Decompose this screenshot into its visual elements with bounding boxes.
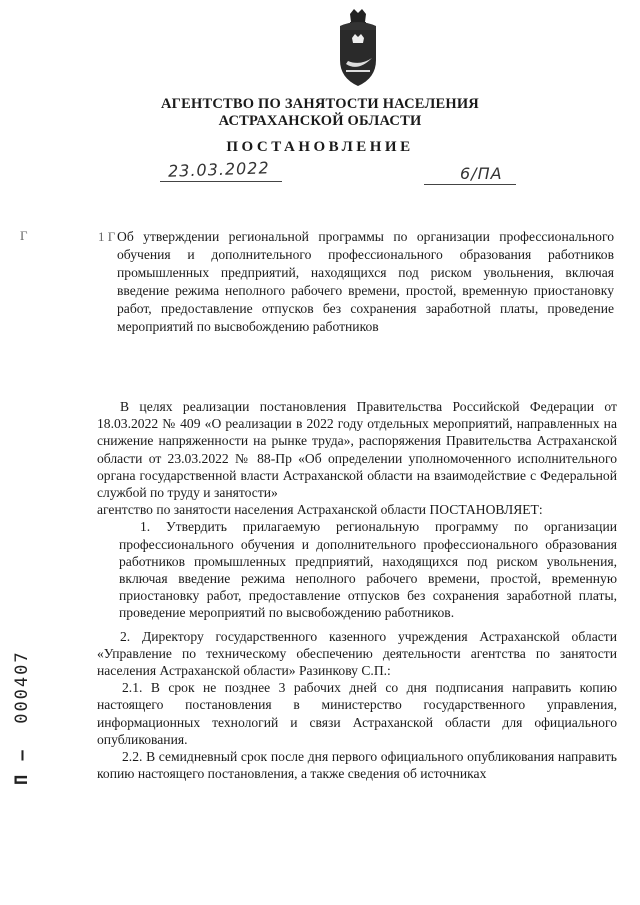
preamble-paragraph: В целях реализации постановления Правительства Российской Федерации от 18.03.2022 № 409 «О реализации в 2022 году отдельных мероприятий, направленных на снижение напряженности на рынке труда», распоряжения Правительства Астраханской области от 23.03.2022 № 88-Пр «Об определении уполномоченного исполнительного органа государственной власти Астраханской области на взаимодействие с Федеральной службой по труду и занятости» [97,399,617,501]
item-2: 2. Директору государственного казенного учреждения Астраханской области «Управление по техническому обеспечению деятельности агентства по занятости населения Астраханской области» Разинкову С.П.: [97,628,617,679]
agency-name-line1: АГЕНТСТВО ПО ЗАНЯТОСТИ НАСЕЛЕНИЯ [161,96,479,112]
coat-of-arms-icon [332,8,384,92]
resolution-line: агентство по занятости населения Астраханской области ПОСТАНОВЛЯЕТ: [97,502,543,518]
document-subject: Об утверждении региональной программы по организации профессионального обучения и дополнительного профессионального образования работников промышленных предприятий, находящихся под риском увольнения, включая введение режима неполного рабочего времени, простой, временную приостановку работ, предоставление отпусков без сохранения заработной платы, проведение мероприятий по высвобождению работников [117,229,614,334]
form-serial-number [12,650,32,785]
document-number: 6/ПА [460,164,503,183]
subject-bracket-mark: 1 Г [98,229,116,244]
serial-number: 000407 [12,650,32,724]
item-2-2: 2.2. В семидневный срок после дня первого официального опубликования направить копию настоящего постановления, а также сведения об источниках [97,749,617,782]
agency-name-line2: АСТРАХАНСКОЙ ОБЛАСТИ [218,113,422,129]
document-body [97,398,617,782]
serial-prefix: П – [12,748,32,785]
document-type: ПОСТАНОВЛЕНИЕ [226,139,414,155]
number-underline [424,184,516,185]
item-1: 1. Утвердить прилагаемую региональную программу по организации профессионального обучения и дополнительного профессионального образования работников промышленных предприятий, находящихся под риском увольнения, включая введение режима неполного рабочего времени, простой, временную приостановку работ, предоставление отпусков без сохранения заработной платы, проведение мероприятий по высвобождению работников. [119,519,617,621]
left-bracket-mark: Г [20,228,28,243]
item-2-1: 2.1. В срок не позднее 3 рабочих дней со дня подписания направить копию настоящего постановления в министерство государственного управления, информационных технологий и связи Астраханской области для официального опубликования. [97,680,617,747]
document-date: 23.03.2022 [167,158,270,181]
date-underline [160,181,282,182]
